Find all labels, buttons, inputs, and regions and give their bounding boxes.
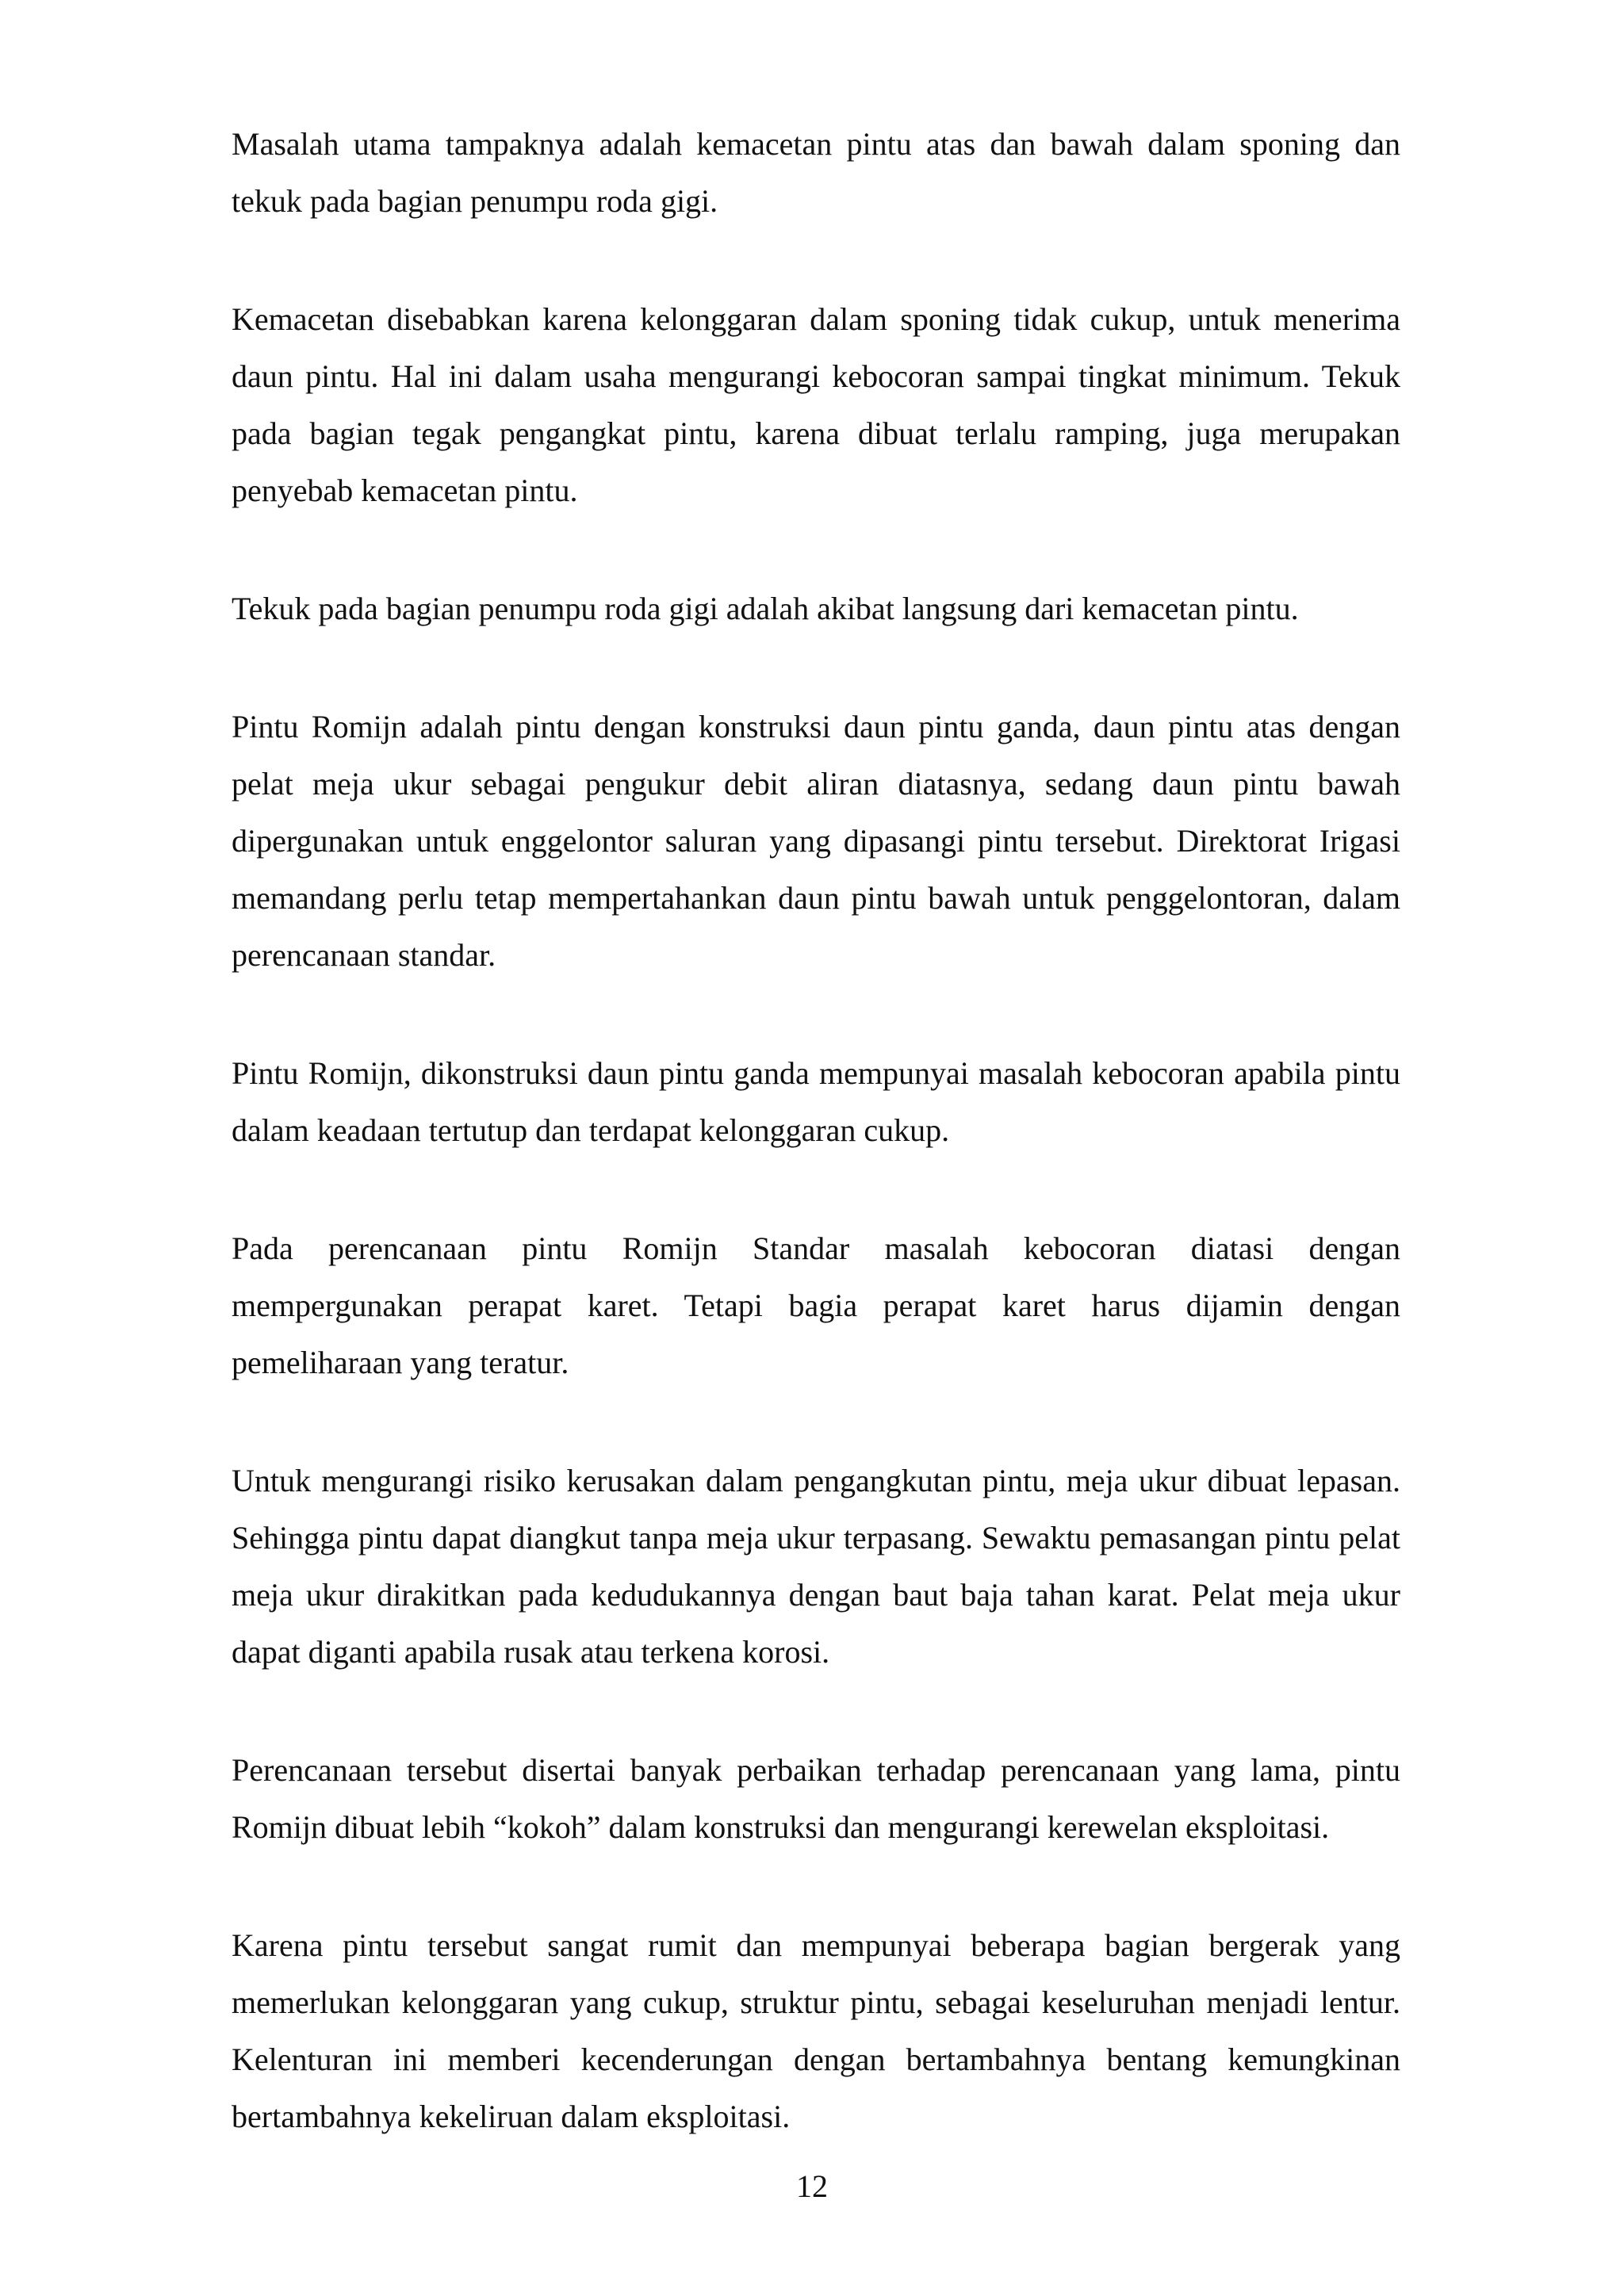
page-number: 12 [796, 2168, 828, 2204]
paragraph-5: Pintu Romijn, dikonstruksi daun pintu ganda mempunyai masalah kebocoran apabila pintu dalam keadaan tertutup dan terdapat kelonggaran cukup. [232, 1055, 1400, 1148]
paragraph-4: Pintu Romijn adalah pintu dengan konstruksi daun pintu ganda, daun pintu atas dengan pelat meja ukur sebagai pengukur debit aliran diatasnya, sedang daun pintu bawah dipergunakan untuk enggelontor saluran yang dipasangi pintu tersebut. Direktorat Irigasi memandang perlu tetap mempertahankan daun pintu bawah untuk penggelontoran, dalam perencanaan standar. [232, 709, 1400, 973]
paragraph-8: Perencanaan tersebut disertai banyak perbaikan terhadap perencanaan yang lama, pintu Romijn dibuat lebih “kokoh” dalam konstruksi dan mengurangi kerewelan eksploitasi. [232, 1752, 1400, 1845]
paragraph-1: Masalah utama tampaknya adalah kemacetan pintu atas dan bawah dalam sponing dan tekuk pada bagian penumpu roda gigi. [232, 126, 1400, 219]
paragraph-6: Pada perencanaan pintu Romijn Standar masalah kebocoran diatasi dengan mempergunakan perapat karet. Tetapi bagia perapat karet harus dijamin dengan pemeliharaan yang teratur. [232, 1230, 1400, 1380]
paragraph-2: Kemacetan disebabkan karena kelonggaran dalam sponing tidak cukup, untuk menerima daun pintu. Hal ini dalam usaha mengurangi kebocoran sampai tingkat minimum. Tekuk pada bagian tegak pengangkat pintu, karena dibuat terlalu ramping, juga merupakan penyebab kemacetan pintu. [232, 301, 1400, 508]
paragraph-3: Tekuk pada bagian penumpu roda gigi adalah akibat langsung dari kemacetan pintu. [232, 591, 1299, 626]
paragraph-7: Untuk mengurangi risiko kerusakan dalam pengangkutan pintu, meja ukur dibuat lepasan. Sehingga pintu dapat diangkut tanpa meja ukur terpasang. Sewaktu pemasangan pintu pelat meja ukur dirakitkan pada kedudukannya dengan baut baja tahan karat. Pelat meja ukur dapat diganti apabila rusak atau terkena korosi. [232, 1463, 1400, 1670]
page-body [232, 116, 1400, 2206]
paragraph-9: Karena pintu tersebut sangat rumit dan mempunyai beberapa bagian bergerak yang memerlukan kelonggaran yang cukup, struktur pintu, sebagai keseluruhan menjadi lentur. Kelenturan ini memberi kecenderungan dengan bertambahnya bentang kemungkinan bertambahnya kekeliruan dalam eksploitasi. [232, 1927, 1400, 2134]
